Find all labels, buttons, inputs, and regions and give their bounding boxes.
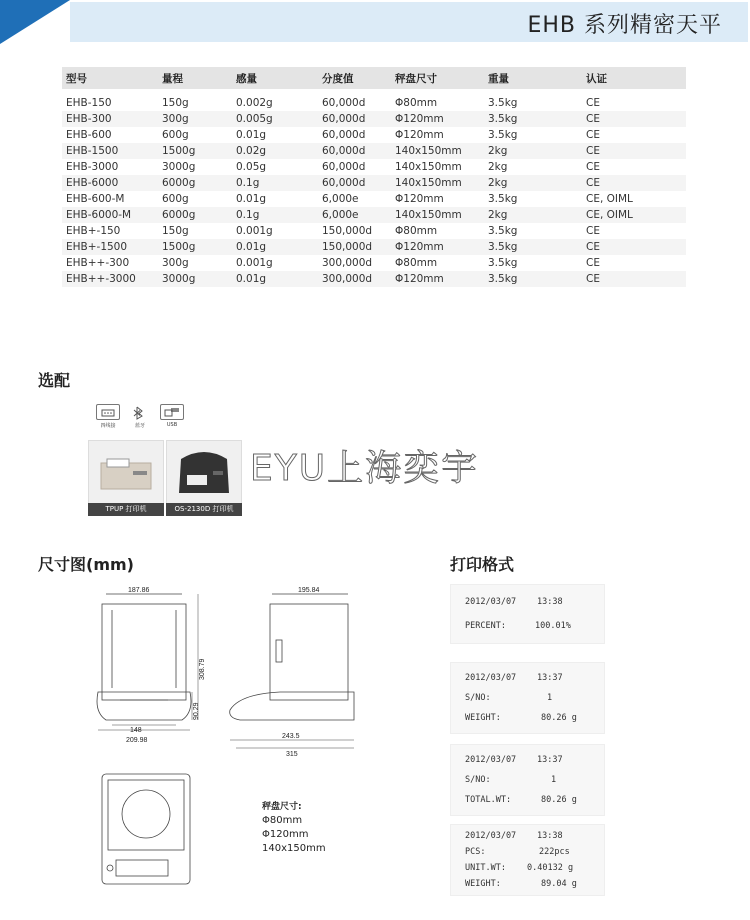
cell-model: EHB-300 [62,111,158,127]
receipt-total [450,744,605,816]
cell-certification: CE [582,159,686,175]
cell-certification: CE [582,271,686,287]
dim-front-pan-width: 148 [130,727,142,734]
receipt-value: 0.40132 g [527,863,574,873]
cell-readability: 0.01g [232,127,318,143]
cell-readability: 0.01g [232,239,318,255]
cell-model: EHB-6000-M [62,207,158,223]
cell-weight: 3.5kg [484,223,582,239]
cell-division: 60,000d [318,127,391,143]
table-row [62,207,686,223]
cell-capacity: 3000g [158,271,232,287]
cell-division: 60,000d [318,95,391,111]
cell-certification: CE [582,95,686,111]
cell-capacity: 300g [158,255,232,271]
receipt-value: 1 [547,693,553,703]
cell-readability: 0.1g [232,175,318,191]
receipt-pcs [450,824,605,896]
top-view-drawing [96,770,196,890]
cell-capacity: 150g [158,95,232,111]
receipt-date: 2012/03/07 [465,755,517,765]
receipt-percent [450,584,605,644]
receipt-value: 1 [551,775,557,785]
cell-model: EHB-600 [62,127,158,143]
icon-label-rs232: 四线接 [100,423,116,429]
column-header-model: 型号 [62,67,158,89]
cell-pan-size: Φ80mm [391,255,484,271]
cell-capacity: 1500g [158,239,232,255]
cell-readability: 0.02g [232,143,318,159]
table-row [62,255,686,271]
receipt-value: 222pcs [539,847,570,857]
bluetooth-icon [128,404,152,420]
dim-front-total-height: 308.79 [199,658,206,680]
cell-pan-size: 140x150mm [391,143,484,159]
tpup-printer-caption: TPUP 打印机 [88,503,164,516]
pan-size-80: Φ80mm [262,815,303,826]
table-row [62,191,686,207]
cell-model: EHB++-3000 [62,271,158,287]
cell-pan-size: Φ80mm [391,95,484,111]
icon-label-usb: USB [166,422,178,428]
watermark-logo: EYU上海奕宇 [250,448,480,489]
cell-model: EHB+-150 [62,223,158,239]
receipt-weight [450,662,605,734]
interface-icons [94,404,184,430]
cell-capacity: 6000g [158,207,232,223]
pan-size-140x150: 140x150mm [262,843,326,854]
pan-size-note [262,800,326,856]
receipt-date: 2012/03/07 [465,831,517,841]
table-row [62,111,686,127]
cell-weight: 2kg [484,159,582,175]
cell-pan-size: Φ120mm [391,191,484,207]
cell-capacity: 6000g [158,175,232,191]
cell-pan-size: Φ80mm [391,223,484,239]
receipt-label: UNIT.WT: [465,863,506,873]
cell-weight: 2kg [484,175,582,191]
cell-weight: 3.5kg [484,255,582,271]
icon-label-bluetooth: 蓝牙 [134,423,145,429]
dimensions-title: 尺寸图(mm) [38,555,134,574]
cell-readability: 0.001g [232,255,318,271]
cell-division: 60,000d [318,175,391,191]
cell-certification: CE [582,239,686,255]
cell-certification: CE, OIML [582,207,686,223]
receipt-date: 2012/03/07 [465,673,517,683]
cell-certification: CE [582,255,686,271]
cell-weight: 2kg [484,207,582,223]
dim-side-pan-depth: 243.5 [282,733,300,740]
receipt-value: 89.04 g [541,879,577,889]
receipt-time: 13:38 [537,597,563,607]
cell-division: 60,000d [318,159,391,175]
front-view-drawing [97,594,198,730]
receipt-label: WEIGHT: [465,713,501,723]
cell-division: 300,000d [318,271,391,287]
receipt-label: PERCENT: [465,621,506,631]
cell-readability: 0.1g [232,207,318,223]
spec-table-header-row [62,67,686,89]
table-row [62,239,686,255]
receipt-value: 80.26 g [541,713,577,723]
cell-readability: 0.002g [232,95,318,111]
table-row [62,175,686,191]
cell-weight: 3.5kg [484,191,582,207]
receipt-label: WEIGHT: [465,879,501,889]
table-row [62,223,686,239]
receipt-label: S/NO: [465,693,491,703]
cell-model: EHB-1500 [62,143,158,159]
receipt-date: 2012/03/07 [465,597,517,607]
dim-front-top-width: 187.86 [128,587,150,594]
table-row [62,95,686,111]
label-printer-icon [167,441,241,503]
cell-readability: 0.005g [232,111,318,127]
cell-certification: CE [582,223,686,239]
cell-capacity: 300g [158,111,232,127]
table-row [62,127,686,143]
cell-division: 6,000e [318,207,391,223]
thermal-printer-icon [89,441,163,503]
pan-size-120: Φ120mm [262,829,309,840]
cell-weight: 3.5kg [484,271,582,287]
cell-pan-size: Φ120mm [391,127,484,143]
cell-division: 150,000d [318,239,391,255]
cell-pan-size: 140x150mm [391,207,484,223]
cell-pan-size: Φ120mm [391,111,484,127]
cell-weight: 3.5kg [484,95,582,111]
side-view-drawing [230,594,354,748]
os2130d-printer-caption: OS-2130D 打印机 [166,503,242,516]
cell-certification: CE, OIML [582,191,686,207]
cell-capacity: 150g [158,223,232,239]
cell-certification: CE [582,175,686,191]
dim-side-top-width: 195.84 [298,587,320,594]
cell-model: EHB-600-M [62,191,158,207]
receipt-label: S/NO: [465,775,491,785]
cell-capacity: 1500g [158,143,232,159]
cell-certification: CE [582,111,686,127]
header-accent-wedge [0,0,70,44]
receipt-label: TOTAL.WT: [465,795,512,805]
cell-division: 300,000d [318,255,391,271]
cell-weight: 3.5kg [484,239,582,255]
table-row [62,159,686,175]
cell-capacity: 3000g [158,159,232,175]
receipt-value: 80.26 g [541,795,577,805]
cell-weight: 2kg [484,143,582,159]
cell-model: EHB-6000 [62,175,158,191]
cell-weight: 3.5kg [484,127,582,143]
cell-pan-size: 140x150mm [391,159,484,175]
cell-certification: CE [582,143,686,159]
cell-readability: 0.01g [232,191,318,207]
cell-division: 60,000d [318,143,391,159]
column-header-division: 分度值 [318,67,391,89]
column-header-pan-size: 秤盘尺寸 [391,67,484,89]
dim-front-base-width: 209.98 [126,737,148,744]
cell-capacity: 600g [158,191,232,207]
column-header-certification: 认证 [582,67,686,89]
cell-model: EHB++-300 [62,255,158,271]
cell-division: 6,000e [318,191,391,207]
column-header-weight: 重量 [484,67,582,89]
pan-size-label: 秤盘尺寸: [262,802,302,812]
cell-readability: 0.001g [232,223,318,239]
cell-division: 60,000d [318,111,391,127]
page-title: EHB 系列精密天平 [527,13,722,38]
header-bar [0,0,750,44]
cell-division: 150,000d [318,223,391,239]
cell-readability: 0.05g [232,159,318,175]
receipt-value: 100.01% [535,621,571,631]
print-format-title: 打印格式 [450,555,515,574]
rs232-port-icon [96,404,120,420]
cell-pan-size: 140x150mm [391,175,484,191]
cell-capacity: 600g [158,127,232,143]
cell-certification: CE [582,127,686,143]
column-header-readability: 感量 [232,67,318,89]
receipt-time: 13:37 [537,673,563,683]
usb-icon [160,404,184,420]
cell-model: EHB+-1500 [62,239,158,255]
cell-pan-size: Φ120mm [391,239,484,255]
column-header-capacity: 量程 [158,67,232,89]
cell-weight: 3.5kg [484,111,582,127]
dim-side-total-depth: 315 [286,751,298,758]
dimension-drawings [90,580,370,760]
cell-model: EHB-3000 [62,159,158,175]
cell-model: EHB-150 [62,95,158,111]
cell-pan-size: Φ120mm [391,271,484,287]
receipt-label: PCS: [465,847,486,857]
table-row [62,271,686,287]
receipt-time: 13:38 [537,831,563,841]
spec-table [62,67,686,287]
options-title: 选配 [38,371,71,390]
dim-front-base-height: 90.29 [193,702,200,720]
table-row [62,143,686,159]
receipt-time: 13:37 [537,755,563,765]
cell-readability: 0.01g [232,271,318,287]
